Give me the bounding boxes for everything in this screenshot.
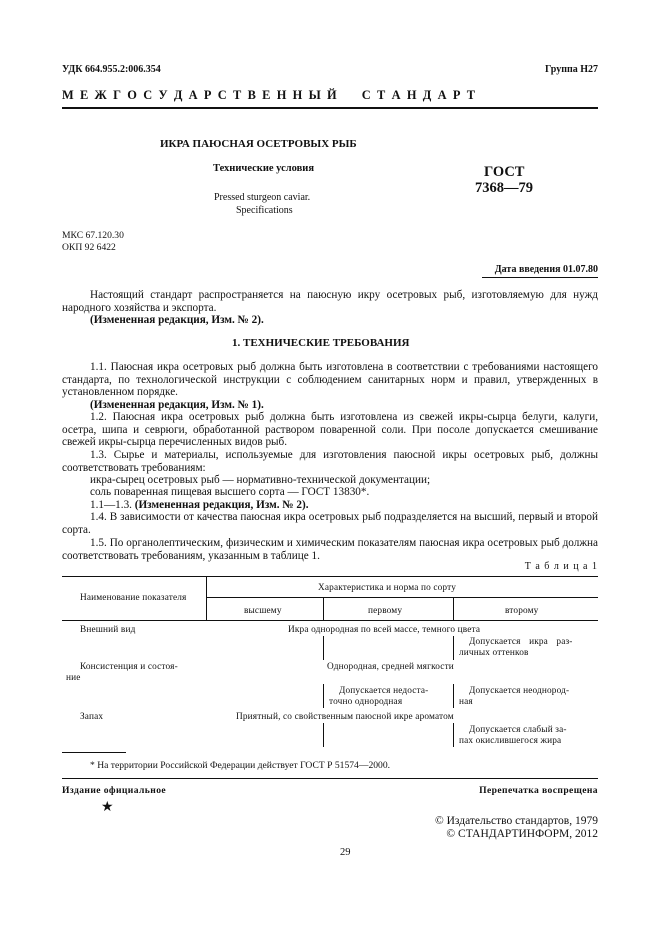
row-look-second-2: личных оттенков bbox=[459, 648, 529, 658]
amendment-note: (Измененная редакция, Изм. № 2). bbox=[134, 499, 309, 511]
clause-1-3: 1.3. Сырье и материалы, используемые для изготовления паюсной икры осетровых рыб, должны соответствовать требованиям: bbox=[62, 449, 598, 474]
th-second-grade: второму bbox=[505, 606, 539, 616]
clause-1-4: 1.4. В зависимости от качества паюсная икра осетровых рыб подразделяется на высший, первый и второй сорта. bbox=[62, 511, 598, 536]
row-smell-all: Приятный, со свойственным паюсной икре ароматом bbox=[236, 712, 454, 722]
clause-1-3-item-a: икра-сырец осетровых рыб — нормативно-технической документации; bbox=[90, 474, 431, 486]
row-smell-vline-2 bbox=[453, 723, 454, 747]
star-icon: ★ bbox=[101, 800, 114, 815]
footnote-rule bbox=[62, 752, 126, 753]
row-look-second-1: Допускается икра раз- bbox=[469, 637, 573, 647]
row-look-all: Икра однородная по всей массе, темного цвета bbox=[288, 625, 481, 635]
preamble-amendment: (Измененная редакция, Изм. № 2). bbox=[90, 314, 264, 326]
table-rule-header bbox=[62, 620, 598, 621]
doc-title: ИКРА ПАЮСНАЯ ОСЕТРОВЫХ РЫБ bbox=[160, 138, 357, 150]
english-title-2: Specifications bbox=[236, 205, 293, 216]
amendment-ref: 1.1—1.3. bbox=[90, 499, 132, 511]
table-rule-top bbox=[62, 576, 598, 577]
row-consistency-name-2: ние bbox=[66, 673, 81, 683]
clause-1-1: 1.1. Паюсная икра осетровых рыб должна быть изготовлена в соответствии с требованиями настоящего стандарта, по технологической инструкции с соблюдением санитарных норм и правил, утвержденных в установленном порядке. bbox=[62, 361, 598, 399]
clause-1-1-amendment: (Измененная редакция, Изм. № 1). bbox=[90, 399, 264, 411]
mks-code: МКС 67.120.30 bbox=[62, 230, 124, 241]
english-title-1: Pressed sturgeon caviar. bbox=[214, 192, 311, 203]
official-edition: Издание официальное bbox=[62, 785, 167, 796]
table-rule-group bbox=[206, 597, 598, 598]
row-consistency-second-1: Допускается неоднород- bbox=[469, 686, 570, 696]
row-consistency-first-1: Допускается недоста- bbox=[339, 686, 429, 696]
header-rule bbox=[62, 107, 598, 109]
copyright-1: © Издательство стандартов, 1979 bbox=[434, 815, 598, 827]
row-look-vline-2 bbox=[453, 636, 454, 660]
row-smell-second-1: Допускается слабый за- bbox=[469, 725, 567, 735]
reprint-prohibited: Перепечатка воспрещена bbox=[479, 785, 598, 796]
clause-1-2: 1.2. Паюсная икра осетровых рыб должна быть изготовлена из свежей икры-сырца белуги, калуги, осетра, шипа и севрюги, обработанной раствором поваренной соли. При посоле допускается смешивание свежей икры-сырца перечисленных видов рыб. bbox=[62, 411, 598, 449]
okp-code: ОКП 92 6422 bbox=[62, 242, 116, 253]
udk-code: УДК 664.955.2:006.354 bbox=[62, 64, 161, 75]
row-smell-vline-1 bbox=[323, 723, 324, 747]
th-characteristic: Характеристика и норма по сорту bbox=[318, 583, 457, 593]
table-vline-3 bbox=[453, 597, 454, 621]
row-look-name: Внешний вид bbox=[80, 625, 136, 635]
footer-rule bbox=[62, 778, 598, 779]
th-first-grade: первому bbox=[368, 606, 403, 616]
group-code: Группа Н27 bbox=[545, 64, 598, 75]
copyright-2: © СТАНДАРТИНФОРМ, 2012 bbox=[446, 828, 598, 840]
table-vline-1 bbox=[206, 576, 207, 621]
intro-date bbox=[495, 264, 598, 275]
standard-type: М Е Ж Г О С У Д А Р С Т В Е Н Н Ы Й С Т А Н Д А Р Т bbox=[62, 88, 477, 102]
page-number: 29 bbox=[340, 847, 351, 858]
gost-label: ГОСТ bbox=[484, 164, 525, 180]
section-heading: 1. ТЕХНИЧЕСКИЕ ТРЕБОВАНИЯ bbox=[232, 337, 410, 349]
clause-1-1-1-3-amendment bbox=[90, 499, 598, 512]
intro-date-value: 01.07.80 bbox=[563, 264, 598, 275]
row-smell-name: Запах bbox=[80, 712, 104, 722]
row-look-vline-1 bbox=[323, 636, 324, 660]
row-consistency-second-2: ная bbox=[459, 697, 473, 707]
doc-subtitle: Технические условия bbox=[213, 163, 315, 174]
row-smell-second-2: пах окислившегося жира bbox=[459, 736, 562, 746]
preamble-text: Настоящий стандарт распространяется на паюсную икру осетровых рыб, изготовляемую для нужд народного хозяйства и экспорта. bbox=[62, 289, 598, 314]
row-consistency-all: Однородная, средней мягкости bbox=[327, 662, 454, 672]
row-consistency-vline-2 bbox=[453, 684, 454, 708]
row-consistency-name-1: Консистенция и состоя- bbox=[80, 662, 178, 672]
gost-number: 7368—79 bbox=[475, 180, 533, 196]
row-consistency-vline-1 bbox=[323, 684, 324, 708]
table-vline-2 bbox=[323, 597, 324, 621]
table-caption: Т а б л и ц а 1 bbox=[524, 561, 598, 572]
clause-1-5: 1.5. По органолептическим, физическим и химическим показателям паюсная икра осетровых рыб должна соответствовать требованиям, указанным в таблице 1. bbox=[62, 537, 598, 562]
intro-date-underline bbox=[482, 277, 598, 278]
intro-date-label: Дата введения bbox=[494, 264, 561, 275]
row-consistency-first-2: точно однородная bbox=[329, 697, 403, 707]
th-indicator: Наименование показателя bbox=[80, 593, 187, 603]
th-top-grade: высшему bbox=[244, 606, 282, 616]
clause-1-3-item-b: соль поваренная пищевая высшего сорта — ГОСТ 13830*. bbox=[90, 486, 370, 498]
footnote: * На территории Российской Федерации действует ГОСТ Р 51574—2000. bbox=[90, 760, 391, 771]
